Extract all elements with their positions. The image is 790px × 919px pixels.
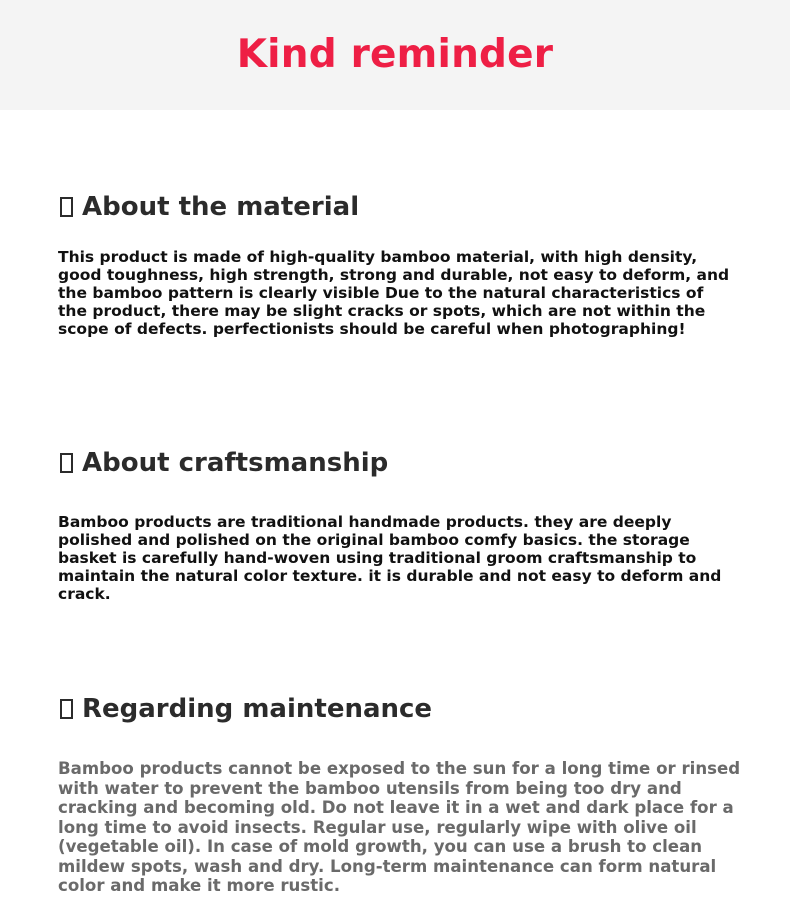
section-heading-maintenance	[60, 692, 432, 726]
section-heading-craftsmanship	[60, 446, 388, 480]
box-icon	[60, 453, 73, 473]
header-banner	[0, 0, 790, 110]
page-title: Kind reminder	[236, 32, 554, 77]
section-body-craftsmanship: Bamboo products are traditional handmade products. they are deeply polished and polished on the original bamboo comfy basics. the storage basket is carefully hand-woven using traditional groom craftsmanship to maintain the natural color texture. it is durable and not easy to deform and crack.	[58, 513, 722, 603]
section-heading-material	[60, 190, 359, 224]
section-body-material: This product is made of high-quality bamboo material, with high density, good toughness, high strength, strong and durable, not easy to deform, and the bamboo pattern is clearly visible Due to the natural characteristics of the product, there may be slight cracks or spots, which are not within the scope of defects. perfectionists should be careful when photographing!	[58, 248, 730, 338]
section-heading-text: About the material	[82, 192, 360, 222]
box-icon	[60, 699, 73, 719]
section-heading-text: Regarding maintenance	[82, 694, 433, 724]
section-heading-text: About craftsmanship	[82, 448, 389, 478]
box-icon	[60, 197, 73, 217]
section-body-maintenance: Bamboo products cannot be exposed to the sun for a long time or rinsed with water to prevent the bamboo utensils from being too dry and cracking and becoming old. Do not leave it in a wet and dark place for a long time to avoid insects. Regular use, regularly wipe with olive oil (vegetable oil). In case of mold growth, you can use a brush to clean mildew spots, wash and dry. Long-term maintenance can form natural color and make it more rustic.	[58, 759, 741, 895]
